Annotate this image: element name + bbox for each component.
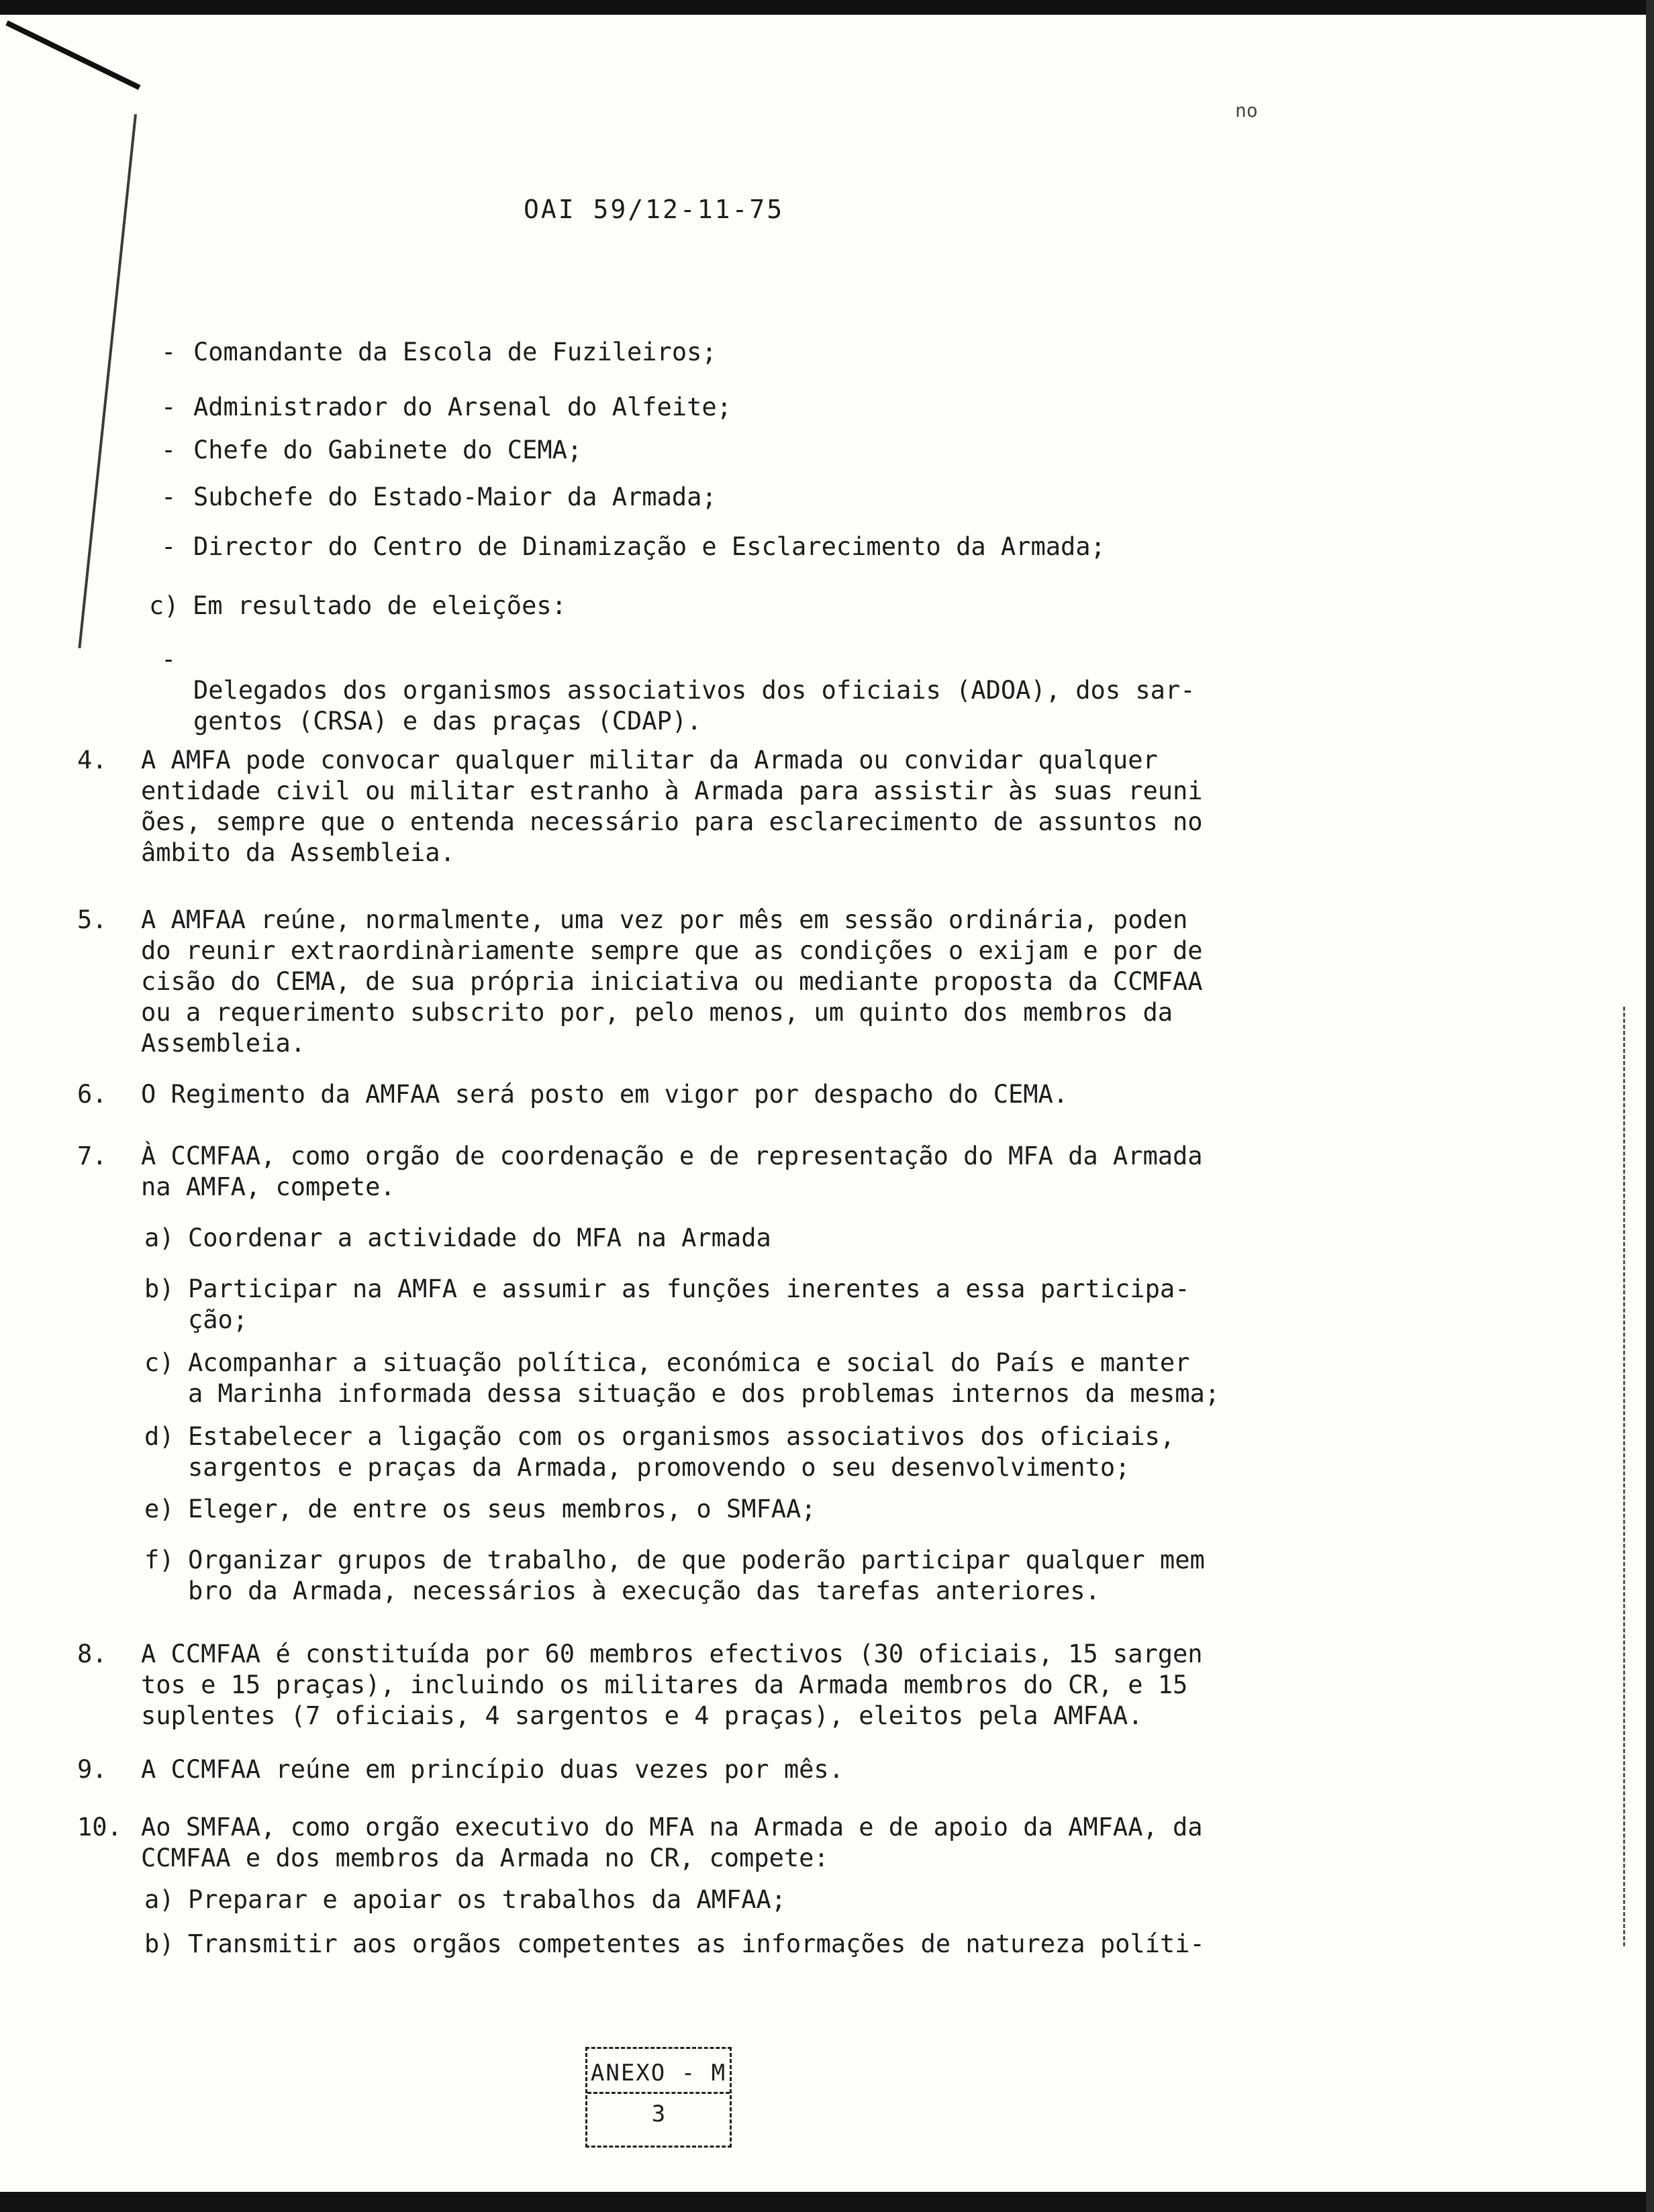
paragraph-8: 8. A CCMFAA é constituída por 60 membros efectivos (30 oficiais, 15 sargen tos e 15 praças), incluindo os militares da Armada membros do CR, e 15 suplentes (7 oficiais, 4 sargentos e 4 praças), eleitos pela AMFAA. [77, 1640, 1203, 1730]
list-item: - Delegados dos organismos associativos dos oficiais (ADOA), dos sar- gentos (CRSA) e das praças (CDAP). [161, 645, 1196, 736]
paragraph-6: 6. O Regimento da AMFAA será posto em vigor por despacho do CEMA. [77, 1080, 1069, 1109]
paragraph-5: 5. A AMFAA reúne, normalmente, uma vez por mês em sessão ordinária, poden do reunir extraordinàriamente sempre que as condições o exijam e por de cisão do CEMA, de sua própria iniciativa ou mediante proposta da CCMFAA ou a requerimento subscrito por, pelo menos, um quinto dos membros da Assembleia. [77, 905, 1203, 1058]
item-10a: a) Preparar e apoiar os trabalhos da AMFAA; [144, 1885, 787, 1914]
scan-border-top [0, 0, 1654, 15]
paragraph-4: 4. A AMFA pode convocar qualquer militar da Armada ou convidar qualquer entidade civil ou militar estranho à Armada para assistir às suas reuni ões, sempre que o entenda necessário para esclarecimento de assuntos no âmbito da Assembleia. [77, 746, 1203, 867]
paragraph-10: 10. Ao SMFAA, como orgão executivo do MFA na Armada e de apoio da AMFAA, da CCMFAA e dos membros da Armada no CR, compete: [77, 1813, 1203, 1872]
scan-border-bottom [0, 2192, 1654, 2212]
item-7d: d) Estabelecer a ligação com os organismos associativos dos oficiais, sargentos e praças da Armada, promovendo o seu desenvolvimento; [144, 1422, 1175, 1482]
page-number: 3 [651, 2101, 666, 2127]
annex-divider [587, 2092, 730, 2094]
item-7c: c) Acompanhar a situação política, económica e social do País e manter a Marinha informada dessa situação e dos problemas internos da mesma; [144, 1348, 1220, 1408]
item-10b: b) Transmitir aos orgãos competentes as informações de natureza políti- [144, 1929, 1205, 1958]
page-fold-line [78, 114, 137, 648]
top-reference: no [1235, 99, 1258, 121]
item-7b: b) Participar na AMFA e assumir as funções inerentes a essa participa- ção; [144, 1274, 1190, 1334]
annex-label: ANEXO - M [590, 2060, 727, 2087]
item-7f: f) Organizar grupos de trabalho, de que poderão participar qualquer mem bro da Armada, necessários à execução das tarefas anteriores. [144, 1546, 1205, 1605]
scan-border-right [1646, 0, 1654, 2212]
item-7e: e) Eleger, de entre os seus membros, o SMFAA; [144, 1495, 816, 1523]
list-item: - Administrador do Arsenal do Alfeite; [161, 393, 732, 421]
list-item: - Comandante da Escola de Fuzileiros; [161, 338, 717, 366]
margin-perforation [1623, 1007, 1627, 1946]
document-header: OAI 59/12-11-75 [524, 195, 785, 224]
item-7a: a) Coordenar a actividade do MFA na Armada [144, 1223, 771, 1252]
paragraph-7: 7. À CCMFAA, como orgão de coordenação e de representação do MFA da Armada na AMFA, compete. [77, 1142, 1203, 1201]
list-item: - Subchefe do Estado-Maior da Armada; [161, 483, 717, 511]
annex-stamp [585, 2047, 732, 2148]
item-c: c) Em resultado de eleições: [149, 591, 567, 620]
scan-corner-mark [5, 20, 140, 90]
list-item: - Chefe do Gabinete do CEMA; [161, 436, 583, 464]
list-item: - Director do Centro de Dinamização e Esclarecimento da Armada; [161, 532, 1106, 561]
paragraph-9: 9. A CCMFAA reúne em princípio duas vezes por mês. [77, 1755, 844, 1784]
